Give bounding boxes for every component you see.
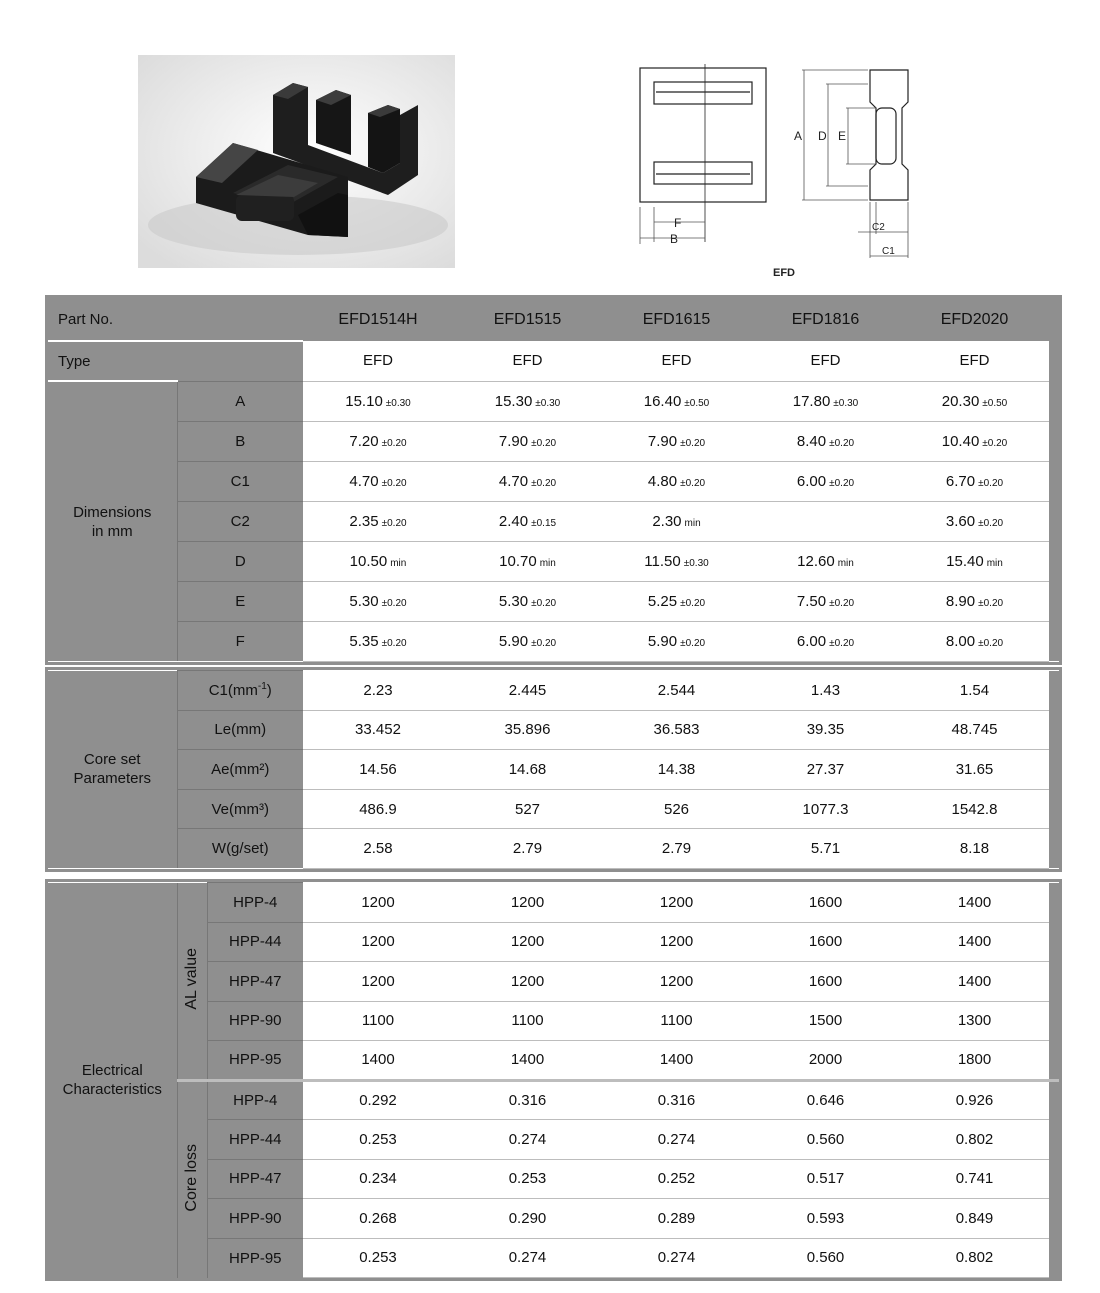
dimension-value — [602, 461, 751, 501]
tolerance: ±0.30 — [833, 397, 859, 409]
electrical-value: 1600 — [751, 922, 900, 962]
electrical-value: 0.802 — [900, 1120, 1049, 1160]
group-label-line: Parameters — [73, 770, 152, 788]
core-param-value: 14.38 — [602, 750, 751, 790]
nominal-value: 16.40 — [643, 392, 682, 410]
nominal-value: 15.40 — [946, 552, 984, 570]
panel-edge — [1049, 710, 1059, 750]
core-param-value: 1.54 — [900, 671, 1049, 711]
core-param-value: 48.745 — [900, 710, 1049, 750]
dimension-row — [48, 461, 1059, 501]
electrical-value: 0.316 — [602, 1080, 751, 1120]
electrical-value: 0.274 — [602, 1120, 751, 1160]
electrical-value: 1100 — [453, 1001, 602, 1041]
dimension-value — [303, 461, 453, 501]
dimension-value — [303, 621, 453, 661]
panel-edge — [1049, 381, 1059, 421]
tolerance: ±0.30 — [385, 397, 411, 409]
dim-label: E — [838, 129, 847, 143]
electrical-value: 1800 — [900, 1041, 1049, 1081]
dimension-value — [303, 421, 453, 461]
electrical-value: 1400 — [900, 883, 1049, 923]
panel-edge — [1049, 1159, 1059, 1199]
tolerance: ±0.20 — [680, 597, 706, 609]
tolerance: ±0.20 — [531, 477, 557, 489]
dimensions-table — [48, 298, 1059, 662]
core-param-value: 2.544 — [602, 671, 751, 711]
param-exponent: -1 — [257, 681, 267, 693]
electrical-value: 0.274 — [453, 1120, 602, 1160]
nominal-value: 5.30 — [498, 592, 529, 610]
tolerance: ±0.20 — [531, 597, 557, 609]
dimension-label: C1 — [177, 461, 303, 501]
core-param-value: 31.65 — [900, 750, 1049, 790]
part-name: EFD2020 — [900, 298, 1049, 341]
tolerance: ±0.20 — [978, 597, 1004, 609]
tolerance: ±0.30 — [535, 397, 561, 409]
dimension-value — [602, 621, 751, 661]
nominal-value: 4.70 — [498, 472, 529, 490]
core-row — [48, 671, 1059, 711]
material-label: HPP-44 — [207, 922, 303, 962]
electrical-row — [48, 883, 1059, 923]
nominal-value: 2.40 — [498, 512, 529, 530]
param-name: Ve(mm³) — [211, 800, 269, 818]
core-param-value: 1.43 — [751, 671, 900, 711]
dimension-value — [453, 461, 602, 501]
tolerance: ±0.20 — [829, 637, 855, 649]
subgroup-label — [177, 1080, 207, 1278]
panel-edge — [1049, 581, 1059, 621]
dimension-value — [900, 381, 1049, 421]
dimension-value — [900, 541, 1049, 581]
group-label-line: in mm — [91, 522, 133, 540]
dimension-value — [751, 421, 900, 461]
electrical-value: 0.290 — [453, 1199, 602, 1239]
electrical-value: 1200 — [303, 962, 453, 1002]
dimension-value — [900, 421, 1049, 461]
core-param-value: 35.896 — [453, 710, 602, 750]
electrical-value: 0.268 — [303, 1199, 453, 1239]
panel-edge — [1049, 1001, 1059, 1041]
nominal-value: 15.10 — [345, 392, 383, 410]
electrical-value: 1400 — [303, 1041, 453, 1081]
tolerance: ±0.20 — [381, 477, 407, 489]
type-value: EFD — [751, 341, 900, 381]
tolerance: min — [684, 517, 701, 529]
tolerance: ±0.20 — [978, 477, 1004, 489]
electrical-value: 0.849 — [900, 1199, 1049, 1239]
core-param-value: 2.23 — [303, 671, 453, 711]
electrical-value: 1200 — [453, 962, 602, 1002]
dimension-value — [453, 621, 602, 661]
nominal-value: 4.70 — [349, 472, 379, 490]
electrical-value: 0.560 — [751, 1120, 900, 1160]
core-param-value: 486.9 — [303, 789, 453, 829]
dimension-row — [48, 501, 1059, 541]
dimension-label: A — [177, 381, 303, 421]
material-label: HPP-90 — [207, 1199, 303, 1239]
core-param-label — [177, 829, 303, 869]
dimension-value — [751, 461, 900, 501]
part-name: EFD1816 — [751, 298, 900, 341]
type-label: Type — [48, 341, 303, 381]
dimension-label: E — [177, 581, 303, 621]
core-param-label — [177, 671, 303, 711]
param-name: Le(mm) — [214, 721, 267, 739]
electrical-value: 0.253 — [303, 1238, 453, 1278]
dimension-label: D — [177, 541, 303, 581]
electrical-value: 1200 — [453, 922, 602, 962]
electrical-row — [48, 1080, 1059, 1120]
nominal-value: 5.90 — [647, 632, 678, 650]
dim-label: B — [670, 232, 679, 246]
panel-edge — [1049, 922, 1059, 962]
tolerance: ±0.20 — [680, 637, 706, 649]
nominal-value: 8.90 — [945, 592, 976, 610]
core-param-label — [177, 789, 303, 829]
core-photo — [138, 55, 455, 268]
core-param-value: 526 — [602, 789, 751, 829]
core-param-label — [177, 750, 303, 790]
electrical-value: 1100 — [602, 1001, 751, 1041]
panel-edge — [1049, 1120, 1059, 1160]
panel-edge — [1049, 789, 1059, 829]
part-name: EFD1514H — [303, 298, 453, 341]
nominal-value: 8.40 — [796, 432, 827, 450]
panel-edge — [1049, 750, 1059, 790]
nominal-value: 3.60 — [945, 512, 976, 530]
electrical-value: 2000 — [751, 1041, 900, 1081]
dimension-row — [48, 421, 1059, 461]
core-param-value: 36.583 — [602, 710, 751, 750]
type-value: EFD — [303, 341, 453, 381]
electrical-value: 0.292 — [303, 1080, 453, 1120]
electrical-value: 0.274 — [602, 1238, 751, 1278]
tolerance: min — [986, 557, 1003, 569]
dimension-value — [751, 541, 900, 581]
core-param-value: 14.68 — [453, 750, 602, 790]
core-row — [48, 829, 1059, 869]
tolerance: ±0.15 — [531, 517, 557, 529]
tolerance: min — [390, 557, 407, 569]
electrical-value: 0.926 — [900, 1080, 1049, 1120]
group-label-line: Core set — [83, 751, 141, 769]
nominal-value: 4.80 — [647, 472, 678, 490]
nominal-value: 5.90 — [498, 632, 529, 650]
dimension-label: B — [177, 421, 303, 461]
nominal-value: 2.30 — [652, 512, 682, 530]
dimension-value — [303, 501, 453, 541]
nominal-value: 5.25 — [647, 592, 678, 610]
core-param-value: 8.18 — [900, 829, 1049, 869]
core-param-value: 2.58 — [303, 829, 453, 869]
nominal-value: 10.70 — [499, 552, 537, 570]
dimension-row — [48, 541, 1059, 581]
electrical-value: 0.517 — [751, 1159, 900, 1199]
group-label-line: Electrical — [81, 1062, 143, 1079]
electrical-value: 1600 — [751, 883, 900, 923]
material-label: HPP-47 — [207, 1159, 303, 1199]
dimension-value — [303, 381, 453, 421]
param-name: W(g/set) — [211, 840, 269, 858]
dimension-value — [900, 461, 1049, 501]
dim-label: D — [818, 129, 827, 143]
dimension-value — [751, 381, 900, 421]
nominal-value: 6.00 — [796, 472, 827, 490]
tolerance: ±0.20 — [680, 437, 706, 449]
material-label: HPP-95 — [207, 1041, 303, 1081]
tolerance: ±0.20 — [381, 517, 407, 529]
dimension-label: C2 — [177, 501, 303, 541]
core-param-value: 2.79 — [453, 829, 602, 869]
core-param-value: 2.445 — [453, 671, 602, 711]
diagram-caption: EFD — [773, 267, 795, 279]
dim-label: C1 — [882, 246, 895, 257]
nominal-value: 7.20 — [349, 432, 379, 450]
part-name: EFD1615 — [602, 298, 751, 341]
core-param-value: 14.56 — [303, 750, 453, 790]
param-name: C1(mm — [208, 682, 258, 700]
type-row — [48, 341, 1059, 381]
nominal-value: 5.30 — [349, 592, 379, 610]
dimension-value — [751, 581, 900, 621]
tolerance: min — [837, 557, 854, 569]
electrical-value: 1200 — [602, 922, 751, 962]
panel-edge — [1049, 1041, 1059, 1081]
nominal-value: 10.50 — [349, 552, 388, 570]
dimension-value — [602, 421, 751, 461]
type-value: EFD — [900, 341, 1049, 381]
tolerance: min — [539, 557, 556, 569]
dimension-row — [48, 621, 1059, 661]
subgroup-label — [177, 883, 207, 1081]
electrical-value: 1400 — [900, 962, 1049, 1002]
electrical-table — [48, 882, 1059, 1278]
dimension-row — [48, 381, 1059, 421]
panel-edge — [1049, 1080, 1059, 1120]
dim-label: A — [794, 129, 803, 143]
electrical-value: 1300 — [900, 1001, 1049, 1041]
core-row — [48, 710, 1059, 750]
electrical-value: 0.234 — [303, 1159, 453, 1199]
panel-edge — [1049, 461, 1059, 501]
panel-edge — [1049, 1238, 1059, 1278]
electrical-value: 0.741 — [900, 1159, 1049, 1199]
panel-edge — [1049, 621, 1059, 661]
dimension-value — [602, 501, 751, 541]
electrical-value: 0.274 — [453, 1238, 602, 1278]
electrical-value: 1400 — [900, 922, 1049, 962]
type-value: EFD — [453, 341, 602, 381]
electrical-value: 1200 — [453, 883, 602, 923]
core-param-value: 5.71 — [751, 829, 900, 869]
nominal-value: 10.40 — [941, 432, 980, 450]
dimension-value — [900, 501, 1049, 541]
param-name-end: ) — [266, 682, 272, 700]
tolerance: ±0.20 — [381, 637, 407, 649]
material-label: HPP-4 — [207, 1080, 303, 1120]
electrical-value: 1200 — [303, 883, 453, 923]
nominal-value: 6.00 — [796, 632, 827, 650]
tolerance: ±0.20 — [381, 597, 407, 609]
nominal-value: 8.00 — [945, 632, 976, 650]
core-param-label — [177, 710, 303, 750]
tolerance: ±0.30 — [683, 557, 709, 569]
electrical-value: 1200 — [602, 962, 751, 1002]
core-group-label — [48, 671, 177, 869]
dimension-label: F — [177, 621, 303, 661]
panel-edge — [1049, 541, 1059, 581]
tolerance: ±0.20 — [829, 597, 855, 609]
tolerance: ±0.20 — [982, 437, 1008, 449]
dimension-value — [453, 581, 602, 621]
tolerance: ±0.20 — [829, 437, 855, 449]
core-param-value: 39.35 — [751, 710, 900, 750]
part-name: EFD1515 — [453, 298, 602, 341]
type-value: EFD — [602, 341, 751, 381]
tolerance: ±0.20 — [978, 637, 1004, 649]
electrical-value: 1200 — [602, 883, 751, 923]
dimension-value — [453, 421, 602, 461]
core-param-value: 27.37 — [751, 750, 900, 790]
nominal-value: 20.30 — [941, 392, 980, 410]
core-param-value: 1542.8 — [900, 789, 1049, 829]
electrical-value: 1400 — [602, 1041, 751, 1081]
group-label-line: Dimensions — [73, 503, 152, 521]
electrical-value: 0.253 — [453, 1159, 602, 1199]
part-no-label: Part No. — [48, 298, 303, 341]
dimension-value — [900, 621, 1049, 661]
dimension-value — [900, 581, 1049, 621]
nominal-value: 12.60 — [797, 552, 835, 570]
tolerance: ±0.50 — [982, 397, 1008, 409]
electrical-value: 0.560 — [751, 1238, 900, 1278]
panel-edge — [1049, 501, 1059, 541]
subgroup-label-text: AL value — [183, 947, 200, 1010]
electrical-value: 0.289 — [602, 1199, 751, 1239]
dimension-value — [453, 381, 602, 421]
core-row — [48, 789, 1059, 829]
material-label: HPP-90 — [207, 1001, 303, 1041]
electrical-value: 1600 — [751, 962, 900, 1002]
panel-edge — [1049, 883, 1059, 923]
electrical-value: 1200 — [303, 922, 453, 962]
dimension-value — [303, 581, 453, 621]
tolerance: ±0.50 — [684, 397, 710, 409]
part-no-row — [48, 298, 1059, 341]
dimension-value — [751, 621, 900, 661]
core-row — [48, 750, 1059, 790]
panel-edge — [1049, 962, 1059, 1002]
electrical-value: 1400 — [453, 1041, 602, 1081]
electrical-value: 0.316 — [453, 1080, 602, 1120]
param-name: Ae(mm²) — [211, 760, 270, 778]
dim-label: C2 — [872, 222, 885, 233]
electrical-value: 0.253 — [303, 1120, 453, 1160]
electrical-value: 0.593 — [751, 1199, 900, 1239]
tolerance: ±0.20 — [978, 517, 1004, 529]
nominal-value: 5.35 — [349, 632, 379, 650]
tolerance: ±0.20 — [680, 477, 706, 489]
dimension-value — [602, 541, 751, 581]
nominal-value: 7.90 — [647, 432, 678, 450]
core-param-value: 2.79 — [602, 829, 751, 869]
electrical-value: 0.252 — [602, 1159, 751, 1199]
tolerance: ±0.20 — [531, 637, 557, 649]
electrical-value: 1100 — [303, 1001, 453, 1041]
dimension-row — [48, 581, 1059, 621]
material-label: HPP-47 — [207, 962, 303, 1002]
core-parameters-table — [48, 670, 1059, 869]
core-param-value: 1077.3 — [751, 789, 900, 829]
tolerance: ±0.20 — [381, 437, 407, 449]
material-label: HPP-4 — [207, 883, 303, 923]
dimension-value — [602, 381, 751, 421]
material-label: HPP-44 — [207, 1120, 303, 1160]
tolerance: ±0.20 — [829, 477, 855, 489]
material-label: HPP-95 — [207, 1238, 303, 1278]
nominal-value: 7.50 — [796, 592, 827, 610]
nominal-value: 11.50 — [644, 552, 681, 570]
dimension-diagram — [630, 62, 930, 287]
panel-edge — [1049, 421, 1059, 461]
dimension-value — [303, 541, 453, 581]
subgroup-label-text: Core loss — [183, 1143, 200, 1212]
nominal-value: 17.80 — [792, 392, 831, 410]
nominal-value: 6.70 — [945, 472, 976, 490]
tolerance: ±0.20 — [531, 437, 557, 449]
dimension-value — [453, 501, 602, 541]
core-param-value: 33.452 — [303, 710, 453, 750]
dimension-value — [751, 501, 900, 541]
dimension-value — [602, 581, 751, 621]
nominal-value: 15.30 — [494, 392, 533, 410]
core-param-value: 527 — [453, 789, 602, 829]
dimension-value — [453, 541, 602, 581]
electrical-value: 0.802 — [900, 1238, 1049, 1278]
nominal-value: 7.90 — [498, 432, 529, 450]
electrical-value: 0.646 — [751, 1080, 900, 1120]
group-label-line: Characteristics — [62, 1081, 162, 1098]
nominal-value: 2.35 — [349, 512, 379, 530]
electrical-group-label — [48, 883, 177, 1278]
dimensions-group-label — [48, 381, 177, 661]
panel-edge — [1049, 829, 1059, 869]
panel-edge — [1049, 1199, 1059, 1239]
electrical-value: 1500 — [751, 1001, 900, 1041]
panel-edge — [1049, 671, 1059, 711]
dim-label: F — [674, 216, 682, 230]
